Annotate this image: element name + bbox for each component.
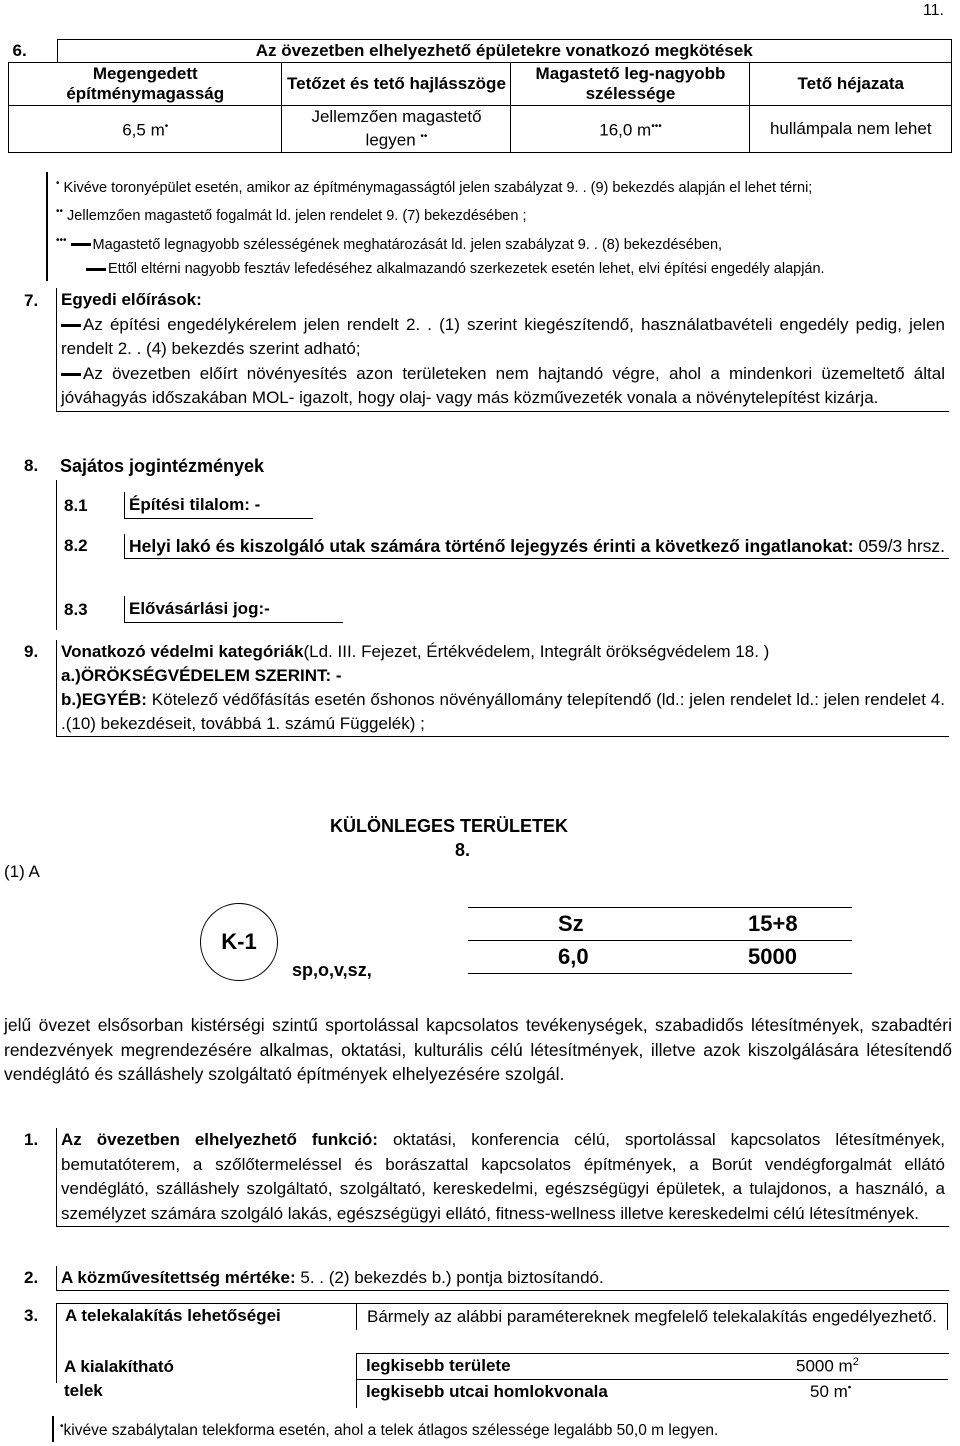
note-3: ••• Magastető legnagyobb szélességének meghatározását ld. jelen szabályzat 9. . (8) bekezdésében,	[56, 234, 723, 253]
page-number: 11.	[922, 2, 944, 19]
k1-item-1: Az övezetben elhelyezhető funkció: oktatási, konferencia célú, sportolással kapcsolatos létesítmények, bemutatóterem, a szőlőtermeléssel és borászattal kapcsolatos építmények, a Borút vendégforgalmát ellátó vendéglátó, szálláshely szolgáltató, szolgáltató, kereskedelmi, egészségügyi épületek, a tulajdonos, a használó, a személyzet számára szolgáló lakás, egészségügyi ellátó, fitness-wellness illetve kereskedelmi célú létesítmények.	[56, 1128, 949, 1227]
header-roof: Tetőzet és tető hajlásszöge	[282, 63, 511, 106]
section-8-number: 8.	[24, 456, 39, 475]
section-9-title: Vonatkozó védelmi kategóriák(Ld. III. Fejezet, Értékvédelem, Integrált örökségvédelem 18. )	[61, 642, 770, 661]
k1-item-3-number: 3.	[24, 1306, 39, 1325]
chapter-subtitle: 8.	[455, 840, 471, 860]
zone-matrix	[468, 907, 852, 974]
k1-item-2: A közművesítettség mértéke: 5. . (2) bekezdés b.) pontja biztosítandó.	[56, 1266, 949, 1291]
value-roof: Jellemzően magastető legyen ••	[282, 106, 511, 153]
section-title: Az övezetben elhelyezhető épületekre vonatkozó megkötések	[57, 40, 952, 63]
section-7-number: 7.	[24, 291, 39, 310]
section-number: 6.	[12, 40, 27, 60]
section-9-a: a.)ÖRÖKSÉGVÉDELEM SZERINT: -	[61, 666, 342, 685]
matrix-max-coverage: 15+8	[748, 911, 798, 936]
section-8-title: Sajátos jogintézmények	[60, 456, 265, 476]
section-7-item-2: Az övezetben előírt növényesítés azon területeken nem hajtandó végre, ahol a mindenkori üzemeltető által jóváhagyás időszakában MOL- igazolt, hogy olaj- vagy más közművezeték vonala a növénytelepítést kizárja.	[61, 363, 945, 407]
section-9-box	[56, 640, 949, 737]
zone-intro: jelű övezet elsősorban kistérségi szintű sportolással kapcsolatos tevékenységek, szabadidős létesítmények, szabadtéri rendezvények megrendezésére alkalmas, oktatási, kulturális célú létesítmények, illetve azok kiszolgálására létesítendő vendéglátó és szálláshely szolgáltató építmények elhelyezésére szolgál.	[4, 1015, 952, 1084]
note-4: Ettől eltérni nagyobb fesztáv lefedéséhez alkalmazandó szerkezetek esetén lehet, elvi építési engedély alapján.	[56, 257, 956, 282]
section-9-number: 9.	[24, 642, 39, 661]
plot-footnote: •kivéve szabálytalan telekforma esetén, ahol a telek átlagos szélessége legalább 50,0 m legyen.	[52, 1416, 718, 1442]
section-6-table	[8, 39, 952, 153]
value-height: 6,5 m•	[9, 106, 282, 153]
k1-item-1-number: 1.	[24, 1130, 39, 1149]
plot-options-label: A telekalakítás lehetőségei	[65, 1306, 281, 1325]
s82-text: Helyi lakó és kiszolgáló utak számára történő lejegyzés érinti a következő ingatlanokat: 059/3 hrsz.	[124, 534, 949, 559]
s83-text: Elővásárlási jog:-	[124, 596, 343, 623]
value-width: 16,0 m•••	[511, 106, 750, 153]
s81-text: Építési tilalom: -	[124, 492, 313, 519]
header-cover: Tető héjazata	[750, 63, 952, 106]
section-7-item-1: Az építési engedélykérelem jelen rendelt 2. . (1) szerint kiegészítendő, használatbavételi engedély pedig, jelen rendelt 2. . (4) bekezdés szerint adható;	[61, 314, 945, 358]
min-area-value: 5000 $m^2$	[796, 1356, 859, 1376]
zone-code: K-1	[200, 903, 278, 981]
plot-label: A kialakítható telek	[64, 1357, 174, 1400]
value-cover: hullámpala nem lehet	[750, 106, 952, 153]
paragraph-label: (1) A	[4, 862, 40, 881]
section-9-b: b.)EGYÉB: Kötelező védőfásítás esetén őshonos növényállomány telepítendő (ld.: jelen rendelet ld.: jelen rendelet 4. .(10) bekezdéseit, továbbá 1. számú Függelék) ;	[61, 690, 945, 733]
zone-description: sp,o,v,sz,	[292, 960, 372, 980]
matrix-building-mode: Sz	[558, 911, 584, 936]
s82-number: 8.2	[64, 536, 88, 555]
plot-options-text: Bármely az alábbi paramétereknek megfelelő telekalakítás engedélyezhető.	[356, 1303, 948, 1330]
header-height: Megengedett építménymagasság	[9, 63, 282, 106]
chapter-title: KÜLÖNLEGES TERÜLETEK	[330, 816, 569, 836]
note-2: •• Jellemzően magastető fogalmát ld. jelen rendelet 9. (7) bekezdésében ;	[56, 206, 527, 225]
min-frontage-label: legkisebb utcai homlokvonala	[366, 1382, 608, 1401]
min-frontage-value: 50 m•	[810, 1382, 852, 1401]
s81-number: 8.1	[64, 496, 88, 515]
header-width: Magastető leg-nagyobb szélessége	[511, 63, 750, 106]
matrix-min-plot: 5000	[748, 944, 797, 969]
min-area-label: legkisebb területe	[366, 1356, 511, 1375]
footnotes	[46, 172, 956, 281]
note-1: • Kivéve toronyépület esetén, amikor az építménymagasságtól jelen szabályzat 9. . (9) bekezdés alapján el lehet térni;	[56, 178, 813, 196]
matrix-building-height: 6,0	[558, 944, 589, 969]
section-7-box	[56, 288, 949, 412]
s83-number: 8.3	[64, 600, 88, 619]
k1-item-2-number: 2.	[24, 1268, 39, 1287]
section-7-title: Egyedi előírások:	[61, 290, 202, 309]
